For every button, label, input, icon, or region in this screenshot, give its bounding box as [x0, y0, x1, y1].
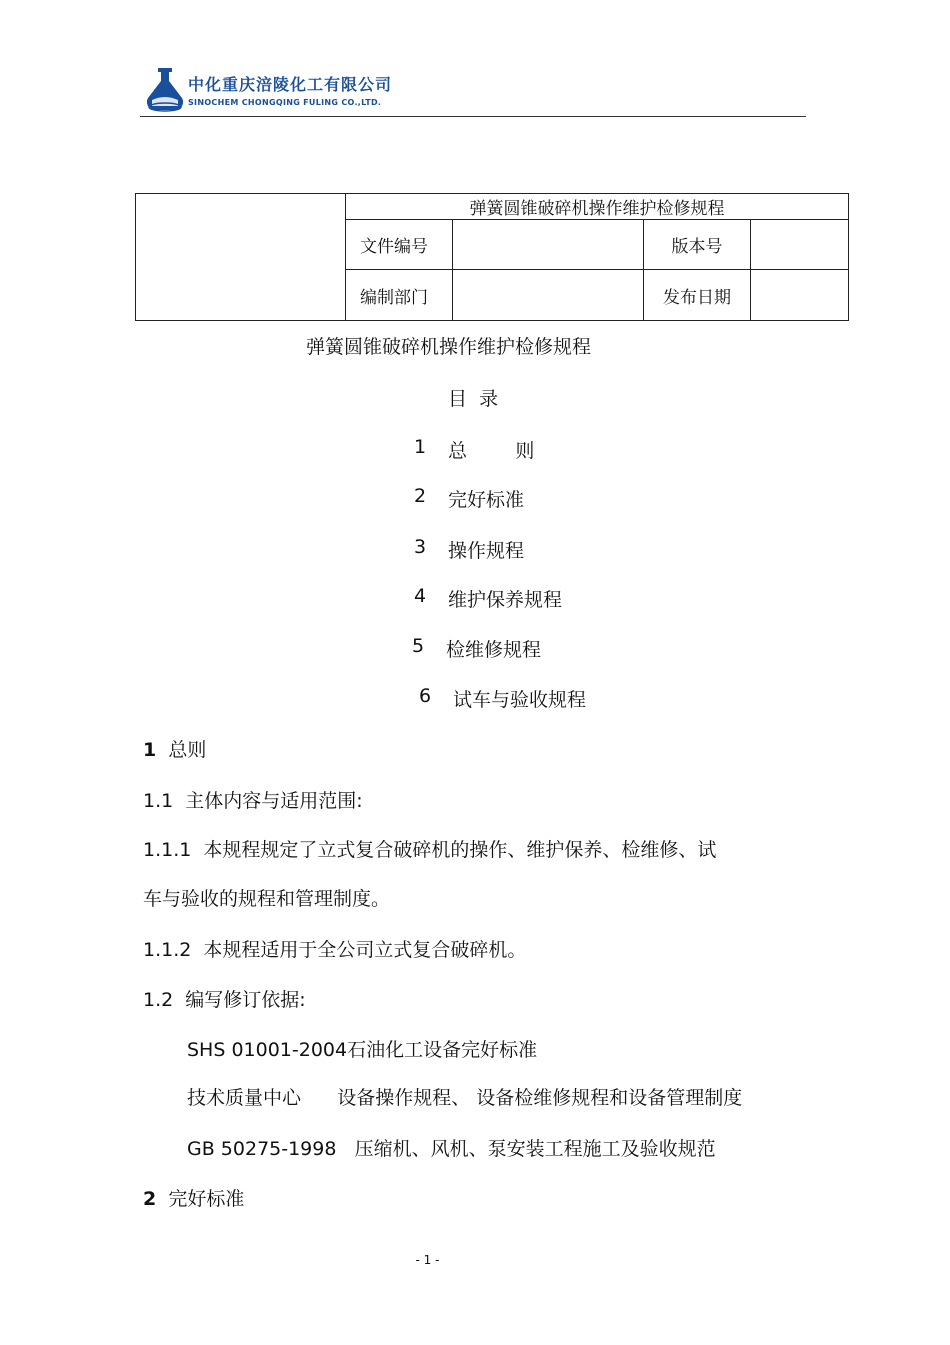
- section-title: 总则: [168, 739, 207, 761]
- version-label: 版本号: [644, 220, 751, 270]
- section-1-2: 1.2 编写修订依据:: [143, 989, 306, 1011]
- section-1-1-1-line2: 车与验收的规程和管理制度。: [143, 888, 391, 910]
- toc-item-number: 5: [412, 635, 425, 657]
- table-title-cell: 弹簧圆锥破碎机操作维护检修规程: [346, 194, 849, 220]
- company-name-cn: 中化重庆涪陵化工有限公司: [188, 75, 393, 94]
- dept-value: [453, 270, 644, 321]
- section-1-1-2: 1.1.2 本规程适用于全公司立式复合破碎机。: [143, 939, 527, 961]
- page-number: - 1 -: [415, 1253, 440, 1267]
- toc-item-label: 试车与验收规程: [453, 689, 587, 711]
- section-number: 2: [143, 1188, 157, 1210]
- section-number: 1: [143, 739, 157, 761]
- toc-item-number: 6: [419, 685, 432, 707]
- blank-logo-cell: [136, 194, 346, 321]
- toc-item-label: 检维修规程: [446, 639, 542, 661]
- toc-item-label: 完好标准: [448, 489, 525, 511]
- toc-item-number: 3: [414, 536, 427, 558]
- toc-item-number: 2: [414, 485, 427, 507]
- section-1-heading: [143, 735, 206, 762]
- toc-item-label: 总 则: [448, 440, 535, 462]
- header-divider: [140, 116, 806, 117]
- date-label: 发布日期: [644, 270, 751, 321]
- section-title: 完好标准: [168, 1188, 245, 1210]
- date-value: [751, 270, 849, 321]
- toc-item-number: 1: [414, 436, 427, 458]
- toc-title: 目 录: [448, 388, 499, 410]
- reference-3: GB 50275-1998 压缩机、风机、泵安装工程施工及验收规范: [187, 1138, 716, 1160]
- version-value: [751, 220, 849, 270]
- doc-no-value: [453, 220, 644, 270]
- section-2-heading: [143, 1184, 244, 1211]
- toc-item-label: 操作规程: [448, 540, 525, 562]
- document-title: 弹簧圆锥破碎机操作维护检修规程: [306, 336, 592, 358]
- reference-1: SHS 01001-2004石油化工设备完好标准: [187, 1039, 538, 1061]
- toc-item-label: 维护保养规程: [448, 589, 563, 611]
- doc-no-label: 文件编号: [346, 220, 453, 270]
- company-name-en: SINOCHEM CHONGQING FULING CO.,LTD.: [188, 98, 382, 107]
- dept-label: 编制部门: [346, 270, 453, 321]
- document-info-table: [135, 193, 849, 321]
- section-1-1: 1.1 主体内容与适用范围:: [143, 790, 363, 812]
- toc-item-number: 4: [414, 585, 427, 607]
- section-1-1-1-line1: 1.1.1 本规程规定了立式复合破碎机的操作、维护保养、检维修、试: [143, 839, 717, 861]
- reference-2: 技术质量中心 设备操作规程、 设备检维修规程和设备管理制度: [187, 1087, 743, 1109]
